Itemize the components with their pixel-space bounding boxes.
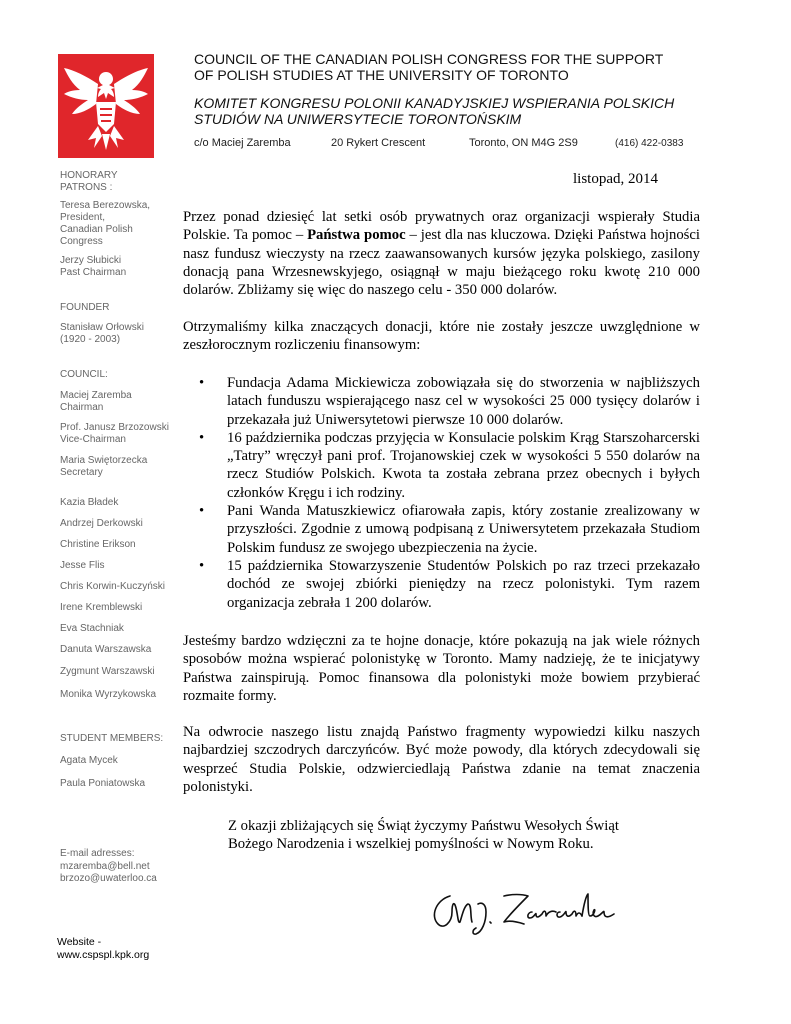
letter-date: listopad, 2014	[573, 171, 658, 187]
closing-line1: Z okazji zbliżających się Świąt życzymy Państwu Wesołych Świąt	[228, 818, 619, 834]
student-heading: STUDENT MEMBERS:	[60, 733, 164, 744]
bullet-icon: •	[199, 557, 205, 574]
council2-line2: Vice-Chairman	[60, 434, 126, 445]
header-title-en-line1: COUNCIL OF THE CANADIAN POLISH CONGRESS FOR THE SUPPORT	[194, 51, 664, 67]
paragraph-1	[183, 208, 700, 299]
founder-line2: (1920 - 2003)	[60, 334, 121, 345]
list-item	[183, 374, 700, 429]
list-item	[183, 429, 700, 502]
paragraph-1-start: Przez ponad dziesięć lat setki osób prywatnych oraz organizacji wspierały Studia Polskie. Ta pomoc –	[183, 209, 700, 244]
student-item: Paula Poniatowska	[60, 778, 146, 789]
contact-care-of: c/o Maciej Zaremba	[194, 137, 291, 149]
patron1-line1: Teresa Berezowska,	[60, 200, 151, 211]
list-item-text: 16 października podczas przyjęcia w Konsulacie polskim Krąg Starszoharcerski „Tatry” wręczył pani prof. Trojanowskiej czek w wysokości 5 550 dolarów na rzecz Studiów Polskich. Kwota ta została zebrana przez obecnych i byłych członków Kręgu i ich rodziny.	[227, 429, 700, 501]
member-item: Eva Stachniak	[60, 623, 124, 634]
list-item	[183, 557, 700, 612]
header-title-pl-line1: KOMITET KONGRESU POLONII KANADYJSKIEJ WSPIERANIA POLSKICH	[194, 95, 675, 111]
bullet-icon: •	[199, 503, 205, 520]
patron2-line2: Past Chairman	[60, 267, 127, 278]
patron1-line2: President,	[60, 212, 106, 223]
email-link[interactable]: brzozo@uwaterloo.ca	[60, 873, 157, 884]
header-title-en-line2: OF POLISH STUDIES AT THE UNIVERSITY OF TORONTO	[194, 67, 569, 83]
paragraph-4: Na odwrocie naszego listu znajdą Państwo fragmenty wypowiedzi kilku naszych najbardziej szczodrych darczyńców. Być może powody, dla których zdecydowali się wesprzeć Studia Polskie, odzwierciedlają Państwa zdanie na temat znaczenia polonistyki.	[183, 724, 700, 795]
paragraph-2: Otrzymaliśmy kilka znaczących donacji, które nie zostały jeszcze uwzględnione w zeszłorocznym rozliczeniu finansowym:	[183, 319, 700, 354]
patron1-line3: Canadian Polish	[60, 224, 133, 235]
paragraph-1-end: – jest dla nas kluczowa. Dzięki Państwa hojności nasz fundusz wieczysty na rzecz zaawansowanych kursów języka polskiego, zasilony donacją pana Wrzesnewskyjego, osiągnął w maju bieżącego roku kwotę 210 000 dolarów. Zbliżamy się więc do naszego celu - 350 000 dolarów.	[183, 227, 700, 299]
patron2-line1: Jerzy Słubicki	[60, 255, 122, 266]
website-link[interactable]: www.cspspl.kpk.org	[57, 949, 150, 961]
honorary-heading-1: HONORARY	[60, 170, 118, 181]
member-item: Danuta Warszawska	[60, 644, 152, 655]
list-item-text: Pani Wanda Matuszkiewicz ofiarowała zapis, który zostanie zrealizowany w przyszłości. Zgodnie z umową podpisaną z Uniwersytetem przekazała Studiom Polskim fundusz ze swojego ubezpieczenia na życie.	[227, 503, 700, 556]
polish-eagle-emblem-icon	[58, 54, 154, 158]
council1-line1: Maciej Zaremba	[60, 390, 132, 401]
header-title-pl	[194, 95, 754, 127]
council1-line2: Chairman	[60, 402, 104, 413]
member-item: Zygmunt Warszawski	[60, 666, 155, 677]
email-link[interactable]: mzaremba@bell.net	[60, 860, 150, 872]
list-item-text: 15 października Stowarzyszenie Studentów Polskich po raz trzeci przekazało dochód ze swojej zbiórki pieniędzy na rzecz polonistyki. Tym razem organizacja zebrała 1 200 dolarów.	[227, 557, 700, 611]
contact-street: 20 Rykert Crescent	[331, 137, 426, 149]
student-item: Agata Mycek	[60, 755, 118, 766]
member-item: Christine Erikson	[60, 539, 136, 550]
founder-heading: FOUNDER	[60, 302, 110, 313]
founder-line1: Stanisław Orłowski	[60, 322, 144, 333]
closing-line2: Bożego Narodzenia i wszelkiej pomyślności w Nowym Roku.	[228, 836, 594, 853]
email-heading: E-mail adresses:	[60, 848, 135, 859]
list-item-text: Fundacja Adama Mickiewicza zobowiązała się do stworzenia w najbliższych latach funduszu wspierającego nasz cel w wysokości 25 000 tysięcy dolarów i przekazała już Uniwersytetowi pierwsze 10 000 dolarów.	[227, 375, 700, 428]
member-item: Andrzej Derkowski	[60, 518, 143, 529]
bullet-icon: •	[199, 375, 205, 391]
honorary-heading-2: PATRONS :	[60, 182, 113, 193]
paragraph-1-bold: Państwa pomoc	[307, 227, 406, 244]
list-item	[183, 502, 700, 557]
patron1-line4: Congress	[60, 236, 103, 247]
header-contact-line	[194, 137, 754, 153]
member-item: Kazia Bładek	[60, 497, 119, 508]
member-item: Chris Korwin-Kuczyński	[60, 581, 166, 592]
header-title-pl-line2: STUDIÓW NA UNIWERSYTECIE TORONTOŃSKIM	[194, 111, 522, 127]
member-item: Irene Kremblewski	[60, 602, 143, 613]
closing-wishes	[228, 817, 698, 854]
contact-phone: (416) 422-0383	[615, 138, 684, 149]
donations-list	[183, 374, 700, 612]
header-title-en	[194, 51, 754, 83]
handwritten-signature-icon	[428, 882, 618, 938]
member-item: Jesse Flis	[60, 560, 105, 571]
council3-line1: Maria Swiętorzecka	[60, 455, 148, 466]
website-label: Website -	[57, 936, 102, 948]
website-block	[57, 936, 197, 962]
email-block	[60, 848, 190, 886]
council3-line2: Secretary	[60, 467, 103, 478]
contact-city: Toronto, ON M4G 2S9	[469, 137, 578, 149]
council2-line1: Prof. Janusz Brzozowski	[60, 422, 169, 433]
council-heading: COUNCIL:	[60, 369, 108, 380]
paragraph-3: Jesteśmy bardzo wdzięczni za te hojne donacje, które pokazują na jak wiele różnych sposobów można wspierać polonistykę w Toronto. Mamy nadzieję, że te inicjatywy Państwa zainspirują. Pomoc finansowa dla polonistyki może bowiem przybierać rozmaite formy.	[183, 633, 700, 704]
bullet-icon: •	[199, 429, 205, 446]
member-item: Monika Wyrzykowska	[60, 689, 157, 700]
